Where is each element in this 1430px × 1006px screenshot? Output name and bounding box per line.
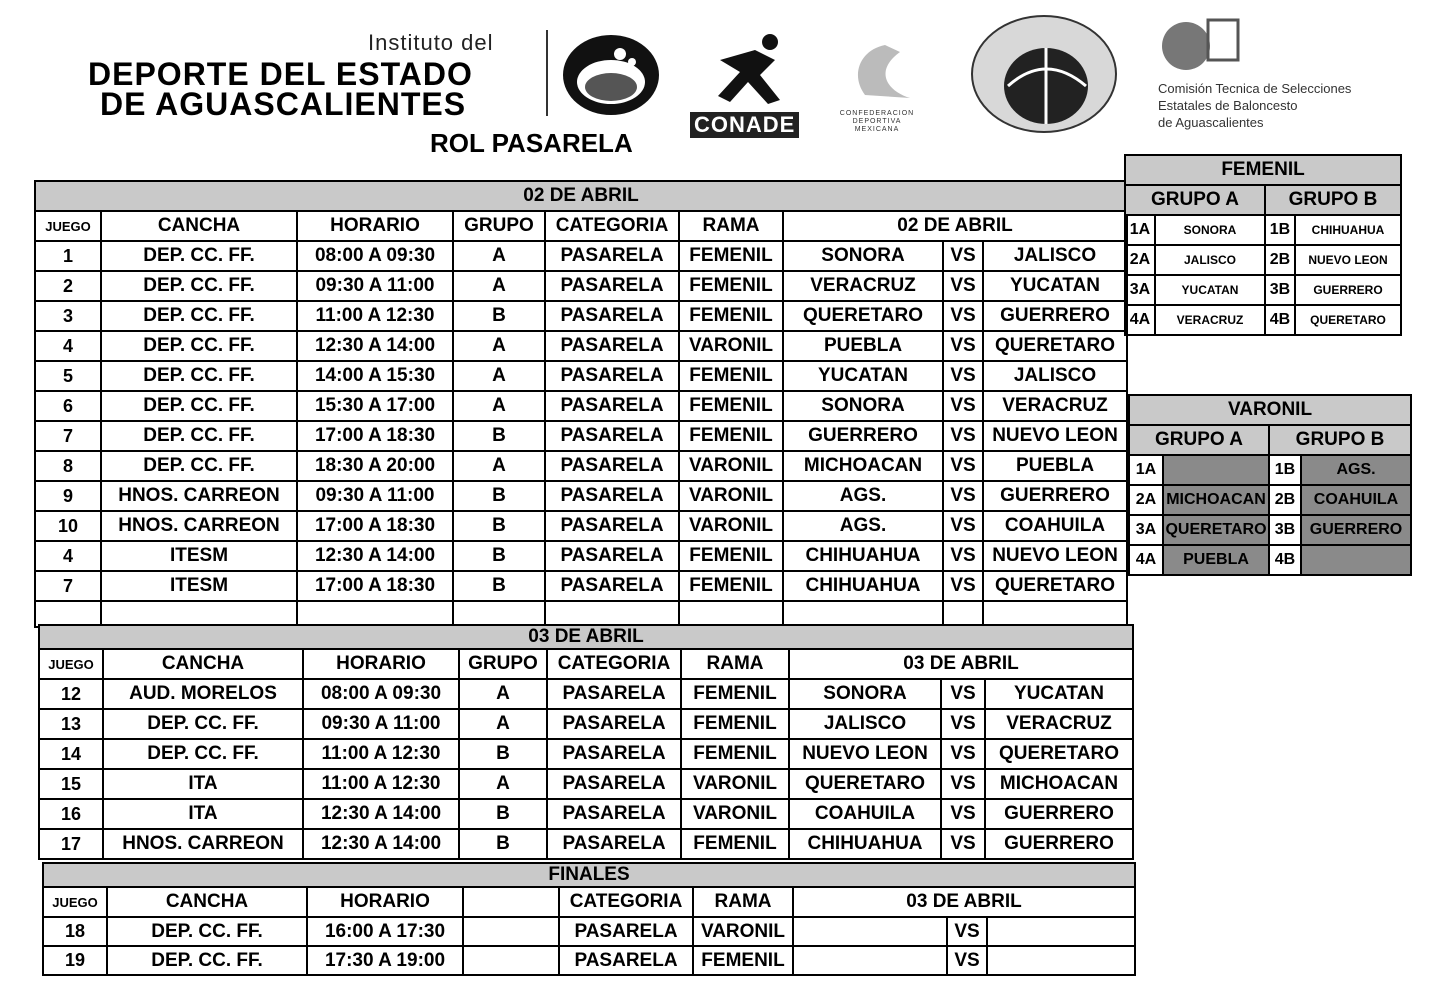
group-row <box>1125 245 1401 275</box>
grupo-cell: A <box>459 769 547 799</box>
team-cell: MICHOACAN <box>1163 485 1269 515</box>
vs-cell: VS <box>943 271 983 301</box>
local-team-cell: NUEVO LEON <box>789 739 941 769</box>
grupo-cell <box>463 946 559 975</box>
juego-cell: 9 <box>35 481 101 511</box>
vs-cell: VS <box>941 739 985 769</box>
visitor-team-cell: JALISCO <box>983 241 1127 271</box>
table-row <box>39 829 1133 859</box>
table-row <box>35 361 1127 391</box>
finals-title: FINALES <box>43 863 1135 887</box>
visitor-team-cell: MICHOACAN <box>985 769 1133 799</box>
visitor-team-cell: VERACRUZ <box>983 391 1127 421</box>
page-title: ROL PASARELA <box>430 128 633 158</box>
categoria-cell: PASARELA <box>545 391 679 421</box>
grupo-cell: B <box>453 541 545 571</box>
visitor-team-cell: YUCATAN <box>983 271 1127 301</box>
col-day1-matchup: 02 DE ABRIL <box>783 211 1127 241</box>
horario-cell: 09:30 A 11:00 <box>303 709 459 739</box>
grupo-cell: B <box>459 829 547 859</box>
local-team-cell: YUCATAN <box>783 361 943 391</box>
group-row <box>1129 455 1411 485</box>
day2-rows <box>39 679 1133 859</box>
seed-cell: 1A <box>1125 215 1155 245</box>
grupo-cell: A <box>453 391 545 421</box>
seed-cell: 2A <box>1129 485 1163 515</box>
cancha-cell: DEP. CC. FF. <box>101 331 297 361</box>
juego-cell: 7 <box>35 571 101 601</box>
femenil-rows <box>1125 215 1401 335</box>
group-row <box>1125 275 1401 305</box>
table-row <box>35 541 1127 571</box>
rama-cell: FEMENIL <box>681 829 789 859</box>
schedule-day1-table <box>34 180 1128 628</box>
col-grupo: GRUPO <box>459 649 547 679</box>
juego-cell: 16 <box>39 799 103 829</box>
cdm-logo-text: CONFEDERACION DEPORTIVA MEXICANA <box>839 110 915 133</box>
categoria-cell: PASARELA <box>547 829 681 859</box>
comision-line2: Estatales de Baloncesto <box>1158 98 1298 113</box>
visitor-team-cell: NUEVO LEON <box>983 541 1127 571</box>
finals-rows <box>43 917 1135 975</box>
cancha-cell: HNOS. CARREON <box>101 511 297 541</box>
varonil-groups-table <box>1128 394 1412 576</box>
juego-cell: 14 <box>39 739 103 769</box>
cancha-cell: DEP. CC. FF. <box>101 421 297 451</box>
visitor-team-cell: VERACRUZ <box>985 709 1133 739</box>
table-row <box>39 709 1133 739</box>
rama-cell: VARONIL <box>681 799 789 829</box>
vs-cell: VS <box>941 709 985 739</box>
header-divider <box>546 30 548 116</box>
vs-cell: VS <box>943 391 983 421</box>
institute-logo-icon <box>560 32 662 118</box>
juego-cell: 17 <box>39 829 103 859</box>
seed-cell: 3A <box>1125 275 1155 305</box>
visitor-team-cell: QUERETARO <box>983 571 1127 601</box>
categoria-cell: PASARELA <box>545 481 679 511</box>
visitor-team-cell: PUEBLA <box>983 451 1127 481</box>
team-cell: CHIHUAHUA <box>1295 215 1401 245</box>
table-row <box>35 571 1127 601</box>
cancha-cell: DEP. CC. FF. <box>103 709 303 739</box>
finals-table <box>42 862 1136 976</box>
table-row <box>35 271 1127 301</box>
visitor-team-cell: GUERRERO <box>985 799 1133 829</box>
cancha-cell: DEP. CC. FF. <box>101 241 297 271</box>
local-team-cell: CHIHUAHUA <box>789 829 941 859</box>
categoria-cell: PASARELA <box>547 709 681 739</box>
local-team-cell: JALISCO <box>789 709 941 739</box>
horario-cell: 08:00 A 09:30 <box>297 241 453 271</box>
team-cell <box>1163 455 1269 485</box>
visitor-team-cell: NUEVO LEON <box>983 421 1127 451</box>
group-row <box>1129 485 1411 515</box>
col-cancha: CANCHA <box>101 211 297 241</box>
grupo-cell: B <box>453 481 545 511</box>
group-row <box>1125 305 1401 335</box>
team-cell: QUERETARO <box>1295 305 1401 335</box>
team-cell: PUEBLA <box>1163 545 1269 575</box>
cancha-cell: DEP. CC. FF. <box>107 917 307 946</box>
table-row <box>35 391 1127 421</box>
col-rama: RAMA <box>681 649 789 679</box>
grupo-cell: A <box>459 679 547 709</box>
col-juego: JUEGO <box>43 887 107 917</box>
cancha-cell: AUD. MORELOS <box>103 679 303 709</box>
vs-cell: VS <box>943 331 983 361</box>
varonil-grupo-a: GRUPO A <box>1129 425 1269 455</box>
col-horario: HORARIO <box>303 649 459 679</box>
vs-cell: VS <box>943 571 983 601</box>
team-cell: AGS. <box>1301 455 1411 485</box>
day1-rows <box>35 241 1127 601</box>
local-team-cell: SONORA <box>783 391 943 421</box>
juego-cell: 2 <box>35 271 101 301</box>
varonil-title: VARONIL <box>1129 395 1411 425</box>
juego-cell: 8 <box>35 451 101 481</box>
vs-cell: VS <box>943 421 983 451</box>
local-team-cell: CHIHUAHUA <box>783 541 943 571</box>
grupo-cell: A <box>453 451 545 481</box>
col-categoria: CATEGORIA <box>545 211 679 241</box>
institute-line2: DEPORTE DEL ESTADO <box>88 56 473 92</box>
horario-cell: 09:30 A 11:00 <box>297 481 453 511</box>
comision-line3: de Aguascalientes <box>1158 115 1264 130</box>
rama-cell: FEMENIL <box>693 946 793 975</box>
cancha-cell: ITESM <box>101 571 297 601</box>
local-team-cell: SONORA <box>783 241 943 271</box>
horario-cell: 08:00 A 09:30 <box>303 679 459 709</box>
rama-cell: FEMENIL <box>679 271 783 301</box>
vs-cell: VS <box>947 946 987 975</box>
seed-cell: 2A <box>1125 245 1155 275</box>
horario-cell: 17:00 A 18:30 <box>297 511 453 541</box>
team-cell: COAHUILA <box>1301 485 1411 515</box>
vs-cell: VS <box>943 241 983 271</box>
categoria-cell: PASARELA <box>547 739 681 769</box>
categoria-cell: PASARELA <box>545 331 679 361</box>
horario-cell: 12:30 A 14:00 <box>297 541 453 571</box>
rama-cell: FEMENIL <box>679 421 783 451</box>
rama-cell: VARONIL <box>679 481 783 511</box>
rama-cell: FEMENIL <box>681 709 789 739</box>
table-row <box>39 739 1133 769</box>
categoria-cell: PASARELA <box>545 241 679 271</box>
col-rama: RAMA <box>679 211 783 241</box>
varonil-grupo-b: GRUPO B <box>1269 425 1411 455</box>
cancha-cell: DEP. CC. FF. <box>101 301 297 331</box>
grupo-cell: B <box>453 511 545 541</box>
col-finals-matchup: 03 DE ABRIL <box>793 887 1135 917</box>
horario-cell: 12:30 A 14:00 <box>303 829 459 859</box>
horario-cell: 17:30 A 19:00 <box>307 946 463 975</box>
vs-cell: VS <box>943 301 983 331</box>
juego-cell: 7 <box>35 421 101 451</box>
seed-cell: 1A <box>1129 455 1163 485</box>
rama-cell: VARONIL <box>693 917 793 946</box>
categoria-cell: PASARELA <box>545 301 679 331</box>
local-team-cell: QUERETARO <box>789 769 941 799</box>
team-cell: JALISCO <box>1155 245 1265 275</box>
cancha-cell: ITESM <box>101 541 297 571</box>
col-juego: JUEGO <box>35 211 101 241</box>
cancha-cell: DEP. CC. FF. <box>107 946 307 975</box>
categoria-cell: PASARELA <box>559 946 693 975</box>
rama-cell: FEMENIL <box>679 301 783 331</box>
cancha-cell: DEP. CC. FF. <box>101 361 297 391</box>
basketball-federation-logo-icon <box>968 12 1120 136</box>
rama-cell: VARONIL <box>679 331 783 361</box>
juego-cell: 10 <box>35 511 101 541</box>
conade-runner-icon <box>700 30 800 110</box>
col-horario: HORARIO <box>307 887 463 917</box>
juego-cell: 18 <box>43 917 107 946</box>
categoria-cell: PASARELA <box>545 511 679 541</box>
table-row <box>39 679 1133 709</box>
table-row <box>43 917 1135 946</box>
local-team-cell <box>793 946 947 975</box>
juego-cell: 15 <box>39 769 103 799</box>
team-cell: QUERETARO <box>1163 515 1269 545</box>
col-juego: JUEGO <box>39 649 103 679</box>
table-row <box>39 769 1133 799</box>
visitor-team-cell: QUERETARO <box>983 331 1127 361</box>
col-grupo-blank <box>463 887 559 917</box>
visitor-team-cell <box>987 946 1135 975</box>
local-team-cell <box>793 917 947 946</box>
comision-logo-icon <box>1158 14 1242 74</box>
grupo-cell: B <box>459 799 547 829</box>
horario-cell: 11:00 A 12:30 <box>303 769 459 799</box>
juego-cell: 1 <box>35 241 101 271</box>
conade-logo: CONADE <box>690 112 799 138</box>
seed-cell: 1B <box>1269 455 1301 485</box>
group-row <box>1125 215 1401 245</box>
col-rama: RAMA <box>693 887 793 917</box>
categoria-cell: PASARELA <box>545 271 679 301</box>
team-cell: NUEVO LEON <box>1295 245 1401 275</box>
vs-cell: VS <box>943 361 983 391</box>
juego-cell: 4 <box>35 541 101 571</box>
rama-cell: FEMENIL <box>679 361 783 391</box>
categoria-cell: PASARELA <box>547 679 681 709</box>
juego-cell: 12 <box>39 679 103 709</box>
vs-cell: VS <box>941 769 985 799</box>
col-horario: HORARIO <box>297 211 453 241</box>
institute-line3: DE AGUASCALIENTES <box>100 86 467 122</box>
col-grupo: GRUPO <box>453 211 545 241</box>
categoria-cell: PASARELA <box>559 917 693 946</box>
grupo-cell: A <box>453 361 545 391</box>
rama-cell: FEMENIL <box>679 391 783 421</box>
team-cell: SONORA <box>1155 215 1265 245</box>
col-cancha: CANCHA <box>107 887 307 917</box>
local-team-cell: QUERETARO <box>783 301 943 331</box>
seed-cell: 3B <box>1265 275 1295 305</box>
categoria-cell: PASARELA <box>545 571 679 601</box>
cancha-cell: DEP. CC. FF. <box>101 451 297 481</box>
table-row <box>35 511 1127 541</box>
grupo-cell: A <box>459 709 547 739</box>
col-categoria: CATEGORIA <box>559 887 693 917</box>
grupo-cell: B <box>459 739 547 769</box>
seed-cell: 3B <box>1269 515 1301 545</box>
categoria-cell: PASARELA <box>547 769 681 799</box>
femenil-grupo-b: GRUPO B <box>1265 185 1401 215</box>
horario-cell: 12:30 A 14:00 <box>297 331 453 361</box>
table-row <box>35 481 1127 511</box>
categoria-cell: PASARELA <box>545 421 679 451</box>
visitor-team-cell: COAHUILA <box>983 511 1127 541</box>
rama-cell: FEMENIL <box>681 739 789 769</box>
cdm-logo-icon <box>845 40 925 106</box>
local-team-cell: MICHOACAN <box>783 451 943 481</box>
horario-cell: 09:30 A 11:00 <box>297 271 453 301</box>
femenil-grupo-a: GRUPO A <box>1125 185 1265 215</box>
seed-cell: 3A <box>1129 515 1163 545</box>
seed-cell: 4B <box>1269 545 1301 575</box>
vs-cell: VS <box>941 679 985 709</box>
grupo-cell: B <box>453 571 545 601</box>
team-cell: GUERRERO <box>1301 515 1411 545</box>
cancha-cell: DEP. CC. FF. <box>103 739 303 769</box>
categoria-cell: PASARELA <box>547 799 681 829</box>
categoria-cell: PASARELA <box>545 451 679 481</box>
horario-cell: 17:00 A 18:30 <box>297 421 453 451</box>
grupo-cell: A <box>453 331 545 361</box>
col-day2-matchup: 03 DE ABRIL <box>789 649 1133 679</box>
cancha-cell: DEP. CC. FF. <box>101 271 297 301</box>
cancha-cell: DEP. CC. FF. <box>101 391 297 421</box>
femenil-title: FEMENIL <box>1125 155 1401 185</box>
vs-cell: VS <box>943 451 983 481</box>
team-cell: GUERRERO <box>1295 275 1401 305</box>
local-team-cell: VERACRUZ <box>783 271 943 301</box>
visitor-team-cell: GUERRERO <box>983 481 1127 511</box>
vs-cell: VS <box>941 799 985 829</box>
comision-text <box>1158 80 1351 131</box>
horario-cell: 12:30 A 14:00 <box>303 799 459 829</box>
rama-cell: FEMENIL <box>679 241 783 271</box>
visitor-team-cell: GUERRERO <box>985 829 1133 859</box>
horario-cell: 15:30 A 17:00 <box>297 391 453 421</box>
rama-cell: FEMENIL <box>679 571 783 601</box>
rama-cell: VARONIL <box>681 769 789 799</box>
grupo-cell: A <box>453 271 545 301</box>
seed-cell: 4A <box>1125 305 1155 335</box>
visitor-team-cell: QUERETARO <box>985 739 1133 769</box>
rama-cell: FEMENIL <box>679 541 783 571</box>
local-team-cell: CHIHUAHUA <box>783 571 943 601</box>
seed-cell: 2B <box>1269 485 1301 515</box>
team-cell: VERACRUZ <box>1155 305 1265 335</box>
juego-cell: 4 <box>35 331 101 361</box>
schedule-day2-table <box>38 624 1134 860</box>
rama-cell: VARONIL <box>679 511 783 541</box>
visitor-team-cell: YUCATAN <box>985 679 1133 709</box>
cancha-cell: HNOS. CARREON <box>101 481 297 511</box>
col-cancha: CANCHA <box>103 649 303 679</box>
visitor-team-cell <box>987 917 1135 946</box>
table-row <box>35 421 1127 451</box>
local-team-cell: PUEBLA <box>783 331 943 361</box>
vs-cell: VS <box>947 917 987 946</box>
grupo-cell: B <box>453 421 545 451</box>
visitor-team-cell: GUERRERO <box>983 301 1127 331</box>
juego-cell: 13 <box>39 709 103 739</box>
day2-title: 03 DE ABRIL <box>39 625 1133 649</box>
table-row <box>43 946 1135 975</box>
vs-cell: VS <box>943 541 983 571</box>
seed-cell: 4B <box>1265 305 1295 335</box>
seed-cell: 2B <box>1265 245 1295 275</box>
juego-cell: 6 <box>35 391 101 421</box>
grupo-cell: A <box>453 241 545 271</box>
local-team-cell: AGS. <box>783 511 943 541</box>
categoria-cell: PASARELA <box>545 361 679 391</box>
group-row <box>1129 515 1411 545</box>
juego-cell: 3 <box>35 301 101 331</box>
juego-cell: 5 <box>35 361 101 391</box>
cancha-cell: HNOS. CARREON <box>103 829 303 859</box>
group-row <box>1129 545 1411 575</box>
team-cell: YUCATAN <box>1155 275 1265 305</box>
horario-cell: 11:00 A 12:30 <box>303 739 459 769</box>
day1-title: 02 DE ABRIL <box>35 181 1127 211</box>
table-row <box>35 241 1127 271</box>
local-team-cell: SONORA <box>789 679 941 709</box>
horario-cell: 14:00 A 15:30 <box>297 361 453 391</box>
grupo-cell: B <box>453 301 545 331</box>
table-row <box>35 301 1127 331</box>
comision-line1: Comisión Tecnica de Selecciones <box>1158 81 1352 96</box>
local-team-cell: GUERRERO <box>783 421 943 451</box>
femenil-groups-table <box>1124 154 1402 336</box>
categoria-cell: PASARELA <box>545 541 679 571</box>
table-row <box>35 331 1127 361</box>
table-row <box>35 451 1127 481</box>
cancha-cell: ITA <box>103 799 303 829</box>
team-cell <box>1301 545 1411 575</box>
visitor-team-cell: JALISCO <box>983 361 1127 391</box>
col-categoria: CATEGORIA <box>547 649 681 679</box>
varonil-rows <box>1129 455 1411 575</box>
grupo-cell <box>463 917 559 946</box>
seed-cell: 4A <box>1129 545 1163 575</box>
institute-line1: Instituto del <box>368 30 494 55</box>
local-team-cell: COAHUILA <box>789 799 941 829</box>
cancha-cell: ITA <box>103 769 303 799</box>
vs-cell: VS <box>943 511 983 541</box>
table-row <box>39 799 1133 829</box>
vs-cell: VS <box>941 829 985 859</box>
horario-cell: 17:00 A 18:30 <box>297 571 453 601</box>
rama-cell: FEMENIL <box>681 679 789 709</box>
vs-cell: VS <box>943 481 983 511</box>
rama-cell: VARONIL <box>679 451 783 481</box>
seed-cell: 1B <box>1265 215 1295 245</box>
local-team-cell: AGS. <box>783 481 943 511</box>
horario-cell: 11:00 A 12:30 <box>297 301 453 331</box>
horario-cell: 16:00 A 17:30 <box>307 917 463 946</box>
juego-cell: 19 <box>43 946 107 975</box>
horario-cell: 18:30 A 20:00 <box>297 451 453 481</box>
